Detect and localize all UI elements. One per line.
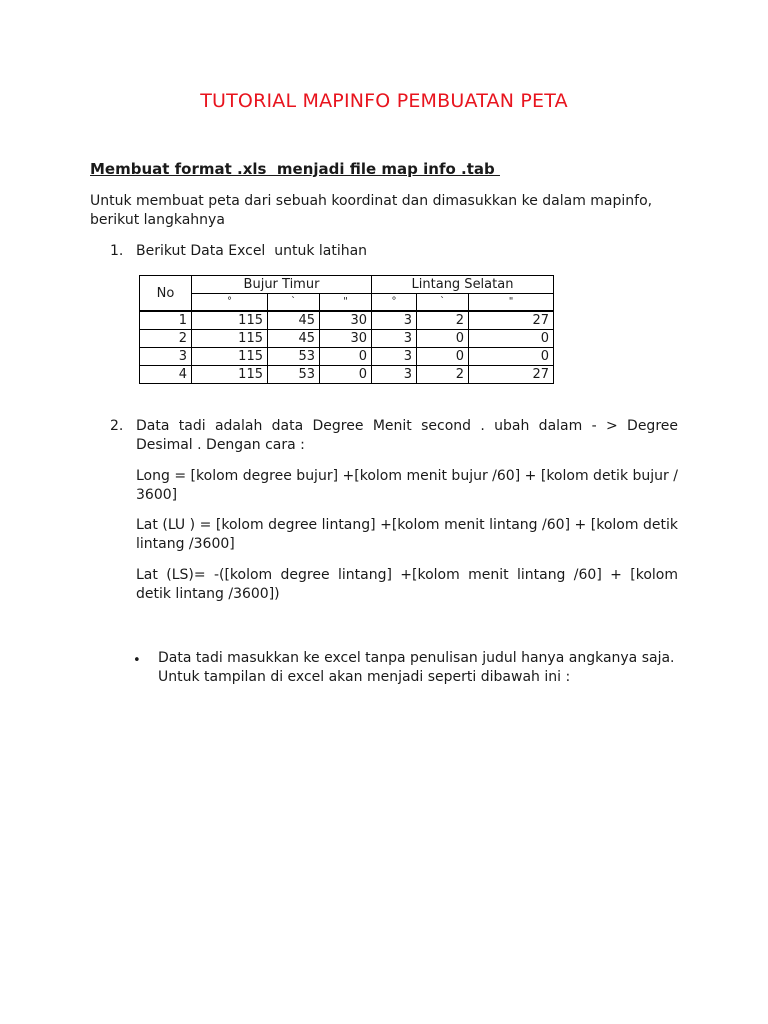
table-cell: 1 (140, 311, 192, 330)
table-cell: 2 (140, 330, 192, 348)
table-cell: 0 (469, 348, 554, 366)
table-cell: 115 (192, 348, 268, 366)
header-minute-symbol: ` (268, 294, 320, 312)
table-cell: 115 (192, 366, 268, 384)
table-cell: 27 (469, 366, 554, 384)
table-cell: 27 (469, 311, 554, 330)
formula-lat-ls-text: Lat (LS)= -([kolom degree lintang] +[kolom menit lintang /60] + [kolom detik lintang /3600]) (136, 567, 678, 602)
table-cell: 2 (417, 366, 469, 384)
header-minute-symbol: ` (417, 294, 469, 312)
table-cell: 0 (417, 348, 469, 366)
intro-paragraph: Untuk membuat peta dari sebuah koordinat dan dimasukkan ke dalam mapinfo, berikut langkahnya (90, 193, 653, 228)
table-cell: 0 (320, 348, 372, 366)
table-cell: 3 (372, 311, 417, 330)
table-cell: 2 (417, 311, 469, 330)
header-second-symbol: " (469, 294, 554, 312)
formula-long-text: Long = [kolom degree bujur] +[kolom menit bujur /60] + [kolom detik bujur / 3600] (136, 468, 678, 503)
header-lintang-selatan: Lintang Selatan (372, 276, 554, 294)
table-cell: 4 (140, 366, 192, 384)
table-cell: 45 (268, 311, 320, 330)
table-cell: 45 (268, 330, 320, 348)
table-cell: 30 (320, 311, 372, 330)
table-cell: 3 (372, 348, 417, 366)
table-cell: 53 (268, 348, 320, 366)
section-heading: Membuat format .xls menjadi file map info .tab (90, 160, 500, 178)
table-row (140, 366, 554, 384)
header-no: No (140, 276, 192, 312)
formula-lat-lu-text: Lat (LU ) = [kolom degree lintang] +[kolom menit lintang /60] + [kolom detik lintang /3600] (136, 517, 678, 552)
header-degree-symbol: ° (192, 294, 268, 312)
table-cell: 3 (372, 330, 417, 348)
table-cell: 0 (469, 330, 554, 348)
table-cell: 0 (320, 366, 372, 384)
table-cell: 30 (320, 330, 372, 348)
table-row (140, 311, 554, 330)
table-cell: 0 (417, 330, 469, 348)
step-1-text: Berikut Data Excel untuk latihan (136, 243, 368, 259)
table-cell: 3 (140, 348, 192, 366)
table-cell: 115 (192, 311, 268, 330)
bullet-text: Data tadi masukkan ke excel tanpa penulisan judul hanya angkanya saja. Untuk tampilan di excel akan menjadi seperti dibawah ini : (158, 650, 675, 685)
table-row (140, 330, 554, 348)
table-row (140, 348, 554, 366)
bullet-icon: • (133, 653, 141, 668)
table-cell: 115 (192, 330, 268, 348)
page-title: TUTORIAL MAPINFO PEMBUATAN PETA (200, 90, 568, 112)
table-cell: 3 (372, 366, 417, 384)
header-second-symbol: " (320, 294, 372, 312)
coordinate-table (139, 275, 554, 384)
table-cell: 53 (268, 366, 320, 384)
header-bujur-timur: Bujur Timur (192, 276, 372, 294)
step-2-number: 2. (110, 418, 124, 434)
header-degree-symbol: ° (372, 294, 417, 312)
step-1-number: 1. (110, 243, 124, 259)
step-2-text: Data tadi adalah data Degree Menit second . ubah dalam - > Degree Desimal . Dengan cara : (136, 418, 678, 453)
